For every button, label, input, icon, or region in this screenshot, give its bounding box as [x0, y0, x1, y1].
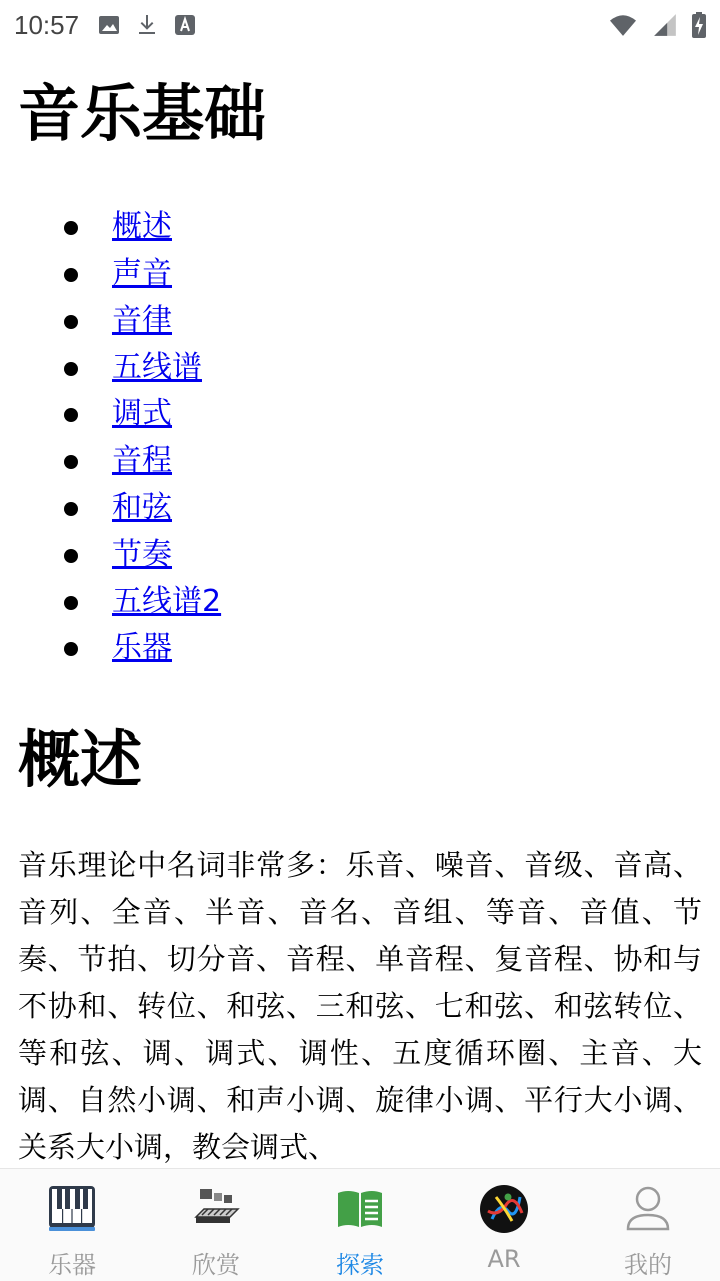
nav-label: AR — [487, 1245, 521, 1273]
toc-link-staff-2[interactable]: 五线谱2 — [112, 583, 222, 619]
overview-paragraph: 音乐理论中名词非常多：乐音、噪音、音级、音高、音列、全音、半音、音名、音组、等音、音值、节奏、节拍、切分音、音程、单音程、复音程、协和与不协和、转位、和弦、三和弦、七和弦、和弦转位、等和弦、调、调式、调性、五度循环圈、主音、大调、自然小调、和声小调、旋律小调、平行大小调、关系大小调，教会调式、 — [18, 848, 702, 1165]
toc-link-mode[interactable]: 调式 — [112, 396, 172, 432]
music-keyboard-icon — [190, 1183, 242, 1235]
nav-tab-instruments[interactable] — [0, 1169, 144, 1281]
download-notification-icon — [135, 13, 159, 37]
piano-icon — [46, 1183, 98, 1235]
toc-item — [112, 391, 720, 438]
font-notification-icon — [173, 13, 197, 37]
nav-label: 乐器 — [48, 1251, 96, 1279]
nav-tab-profile[interactable] — [576, 1169, 720, 1281]
article-content — [0, 50, 720, 1168]
toc-link-instruments[interactable]: 乐器 — [112, 630, 172, 666]
toc-item — [112, 625, 720, 672]
toc-item — [112, 345, 720, 392]
toc-item — [112, 438, 720, 485]
nav-tab-explore[interactable] — [288, 1169, 432, 1281]
status-bar — [0, 0, 720, 50]
toc-item — [112, 298, 720, 345]
toc-item — [112, 204, 720, 251]
user-icon — [622, 1183, 674, 1235]
toc-item — [112, 251, 720, 298]
cell-signal-icon — [652, 12, 678, 38]
toc-item — [112, 579, 720, 626]
book-icon — [334, 1183, 386, 1235]
page-title: 音乐基础 — [18, 77, 267, 150]
toc-item — [112, 485, 720, 532]
nav-label: 欣赏 — [192, 1251, 240, 1279]
toc-link-staff[interactable]: 五线谱 — [112, 349, 202, 385]
toc-link-chord[interactable]: 和弦 — [112, 489, 172, 525]
bottom-nav — [0, 1168, 720, 1281]
ar-dancer-icon — [478, 1183, 530, 1235]
wifi-icon — [608, 12, 638, 38]
toc-link-temperament[interactable]: 音律 — [112, 302, 172, 338]
nav-tab-appreciation[interactable] — [144, 1169, 288, 1281]
image-notification-icon — [97, 13, 121, 37]
toc-link-overview[interactable]: 概述 — [112, 209, 172, 245]
section-title-overview: 概述 — [18, 723, 143, 797]
battery-charging-icon — [692, 12, 706, 38]
nav-label: 我的 — [624, 1251, 672, 1279]
nav-tab-ar[interactable] — [432, 1169, 576, 1281]
toc-link-rhythm[interactable]: 节奏 — [112, 536, 172, 572]
nav-label: 探索 — [336, 1251, 384, 1279]
toc-link-sound[interactable]: 声音 — [112, 255, 172, 291]
status-time: 10:57 — [14, 9, 80, 40]
table-of-contents — [0, 204, 720, 672]
toc-item — [112, 532, 720, 579]
toc-link-interval[interactable]: 音程 — [112, 443, 172, 479]
